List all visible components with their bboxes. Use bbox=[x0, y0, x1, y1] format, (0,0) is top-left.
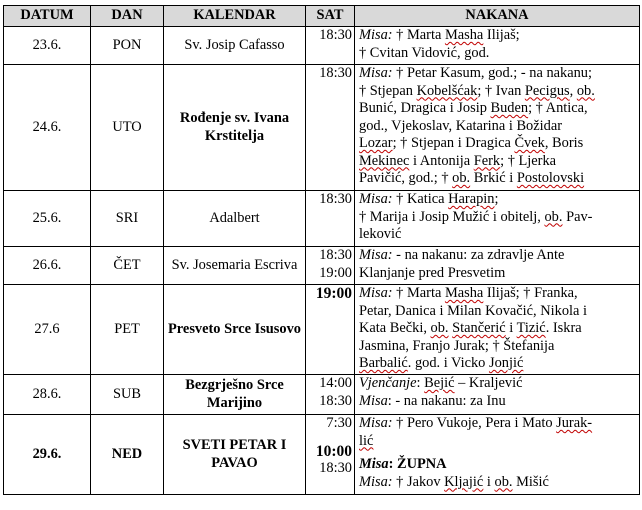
table-row bbox=[4, 285, 640, 375]
intention-segment: i bbox=[505, 320, 517, 336]
intention-segment: . Iskra bbox=[545, 320, 582, 336]
intention-segment: i Antonija bbox=[409, 152, 474, 169]
intention-segment: ob. bbox=[494, 473, 513, 490]
intention-segment: Misa: bbox=[359, 473, 393, 490]
intention-segment: Misa: bbox=[359, 27, 393, 43]
time-text: 10:00 bbox=[315, 442, 352, 460]
table-row bbox=[4, 27, 640, 65]
intention-segment: Jasmina, Franjo Jurak; † Štefanija bbox=[359, 337, 555, 354]
cell-intention bbox=[355, 65, 640, 191]
intention-segment: ob. bbox=[452, 170, 471, 186]
time-text: 14:00 bbox=[319, 375, 352, 391]
cell-date: 29.6. bbox=[4, 415, 91, 495]
cell-intention bbox=[355, 191, 640, 247]
time-text: 18:30 bbox=[319, 191, 352, 207]
cell-time bbox=[306, 285, 355, 375]
cell-intention bbox=[355, 285, 640, 375]
intention-segment: Stančerić bbox=[452, 320, 506, 336]
time-text: 18:30 bbox=[319, 27, 352, 43]
intention-segment: Misa: bbox=[359, 415, 393, 431]
intention-segment: leković bbox=[359, 226, 402, 242]
intention-segment: ; † Ljerka bbox=[500, 152, 557, 169]
intention-segment: Pavičić, god.; † bbox=[359, 170, 453, 186]
table-row bbox=[4, 415, 640, 495]
cell-date: 27.6 bbox=[4, 285, 91, 375]
intention-segment: Masha bbox=[444, 27, 484, 43]
intention-segment: Tizić bbox=[516, 320, 546, 336]
intention-segment: Ilijaš; † Franka, bbox=[483, 285, 578, 301]
intention-segment: † Katica bbox=[392, 191, 449, 207]
intention-segment: ; bbox=[494, 191, 499, 207]
table-row bbox=[4, 65, 640, 191]
time-text: 7:30 bbox=[326, 415, 352, 431]
intention-segment: Misa: bbox=[359, 65, 393, 81]
intention-segment: Masha bbox=[444, 285, 484, 301]
cell-time bbox=[306, 27, 355, 65]
cell-calendar bbox=[164, 27, 306, 65]
intention-segment: Ilijaš; bbox=[483, 27, 520, 43]
table-row bbox=[4, 247, 640, 285]
table-row bbox=[4, 375, 640, 415]
intention-segment: , bbox=[569, 82, 577, 99]
calendar-text: Adalbert bbox=[209, 209, 260, 226]
time-text: 18:30 bbox=[319, 460, 352, 476]
table-row bbox=[4, 191, 640, 247]
cell-day: UTO bbox=[91, 65, 164, 191]
calendar-text: Sv. Josip Cafasso bbox=[184, 36, 285, 53]
intention-segment: Petar, Danica i Milan Kovačić, Nikola i bbox=[359, 302, 588, 319]
cell-calendar bbox=[164, 65, 306, 191]
intention-segment: ; † Ivan bbox=[477, 82, 525, 99]
time-text: 19:00 bbox=[315, 285, 352, 302]
intention-segment: Misa bbox=[359, 456, 389, 472]
intention-segment: Misa bbox=[359, 392, 388, 409]
cell-date: 26.6. bbox=[4, 247, 91, 285]
intention-segment: Postolovski bbox=[516, 170, 585, 186]
intention-segment: Bunić, Dragica i Josip bbox=[359, 100, 491, 116]
intention-segment: Kljajić bbox=[444, 473, 484, 490]
intention-segment: Vjenčanje bbox=[359, 375, 417, 391]
intention-segment: † Marija i Josip Mužić i obitelj, bbox=[359, 208, 545, 225]
intention-segment: † Stjepan bbox=[359, 82, 417, 99]
intention-segment: ob. bbox=[544, 208, 563, 225]
time-text: 18:30 bbox=[319, 247, 352, 263]
cell-date: 28.6. bbox=[4, 375, 91, 415]
calendar-text: Bezgrješno Srce Marijino bbox=[185, 377, 284, 411]
cell-day: PET bbox=[91, 285, 164, 375]
intention-segment: Barbalić bbox=[359, 355, 408, 371]
header-time: SAT bbox=[306, 6, 355, 27]
header-intention: NAKANA bbox=[355, 6, 640, 27]
cell-date: 23.6. bbox=[4, 27, 91, 65]
intention-segment: ob. bbox=[430, 320, 449, 336]
header-date: DATUM bbox=[4, 6, 91, 27]
time-text: 19:00 bbox=[319, 264, 352, 281]
intention-segment: lić bbox=[359, 432, 374, 449]
intention-segment: . god. i Vicko bbox=[407, 355, 489, 371]
intention-segment: ; † Stjepan i Dragica bbox=[392, 135, 515, 151]
intention-segment: Kobelšćak bbox=[416, 82, 478, 99]
header-calendar: KALENDAR bbox=[164, 6, 306, 27]
cell-day: PON bbox=[91, 27, 164, 65]
intention-segment: : - na nakanu: za Inu bbox=[387, 392, 506, 409]
schedule-table bbox=[3, 5, 640, 495]
header-row bbox=[4, 6, 640, 27]
intention-segment: Jonjić bbox=[488, 355, 524, 371]
cell-day: SRI bbox=[91, 191, 164, 247]
intention-segment: ob. bbox=[576, 82, 595, 99]
intention-segment: Mekinec bbox=[359, 152, 410, 169]
time-text: 18:30 bbox=[319, 65, 352, 81]
cell-day: NED bbox=[91, 415, 164, 495]
intention-segment: Misa: bbox=[359, 285, 393, 301]
cell-calendar bbox=[164, 415, 306, 495]
time-text: 18:30 bbox=[319, 392, 352, 409]
cell-time bbox=[306, 191, 355, 247]
calendar-text: Presveto Srce Isusovo bbox=[168, 320, 301, 337]
intention-segment: Pecigus bbox=[524, 82, 570, 99]
cell-calendar bbox=[164, 247, 306, 285]
intention-segment: † Pero Vukoje, Pera i Mato bbox=[392, 415, 557, 431]
intention-segment: Jurak- bbox=[556, 415, 593, 431]
intention-segment: † Cvitan Vidović, god. bbox=[359, 44, 490, 61]
cell-intention bbox=[355, 415, 640, 495]
cell-day: SUB bbox=[91, 375, 164, 415]
intention-segment: Bejić bbox=[424, 375, 455, 391]
calendar-text: Sv. Josemaria Escriva bbox=[171, 256, 298, 273]
cell-intention bbox=[355, 27, 640, 65]
intention-segment: god., Vjekoslav, Katarina i Božidar bbox=[359, 117, 563, 134]
intention-segment: Kata Bečki, bbox=[359, 320, 431, 336]
intention-segment: † Petar Kasum, god.; - na nakanu; bbox=[392, 65, 593, 81]
header-day: DAN bbox=[91, 6, 164, 27]
intention-segment: ; † Antica, bbox=[528, 100, 588, 116]
intention-segment: – Kraljević bbox=[454, 375, 523, 391]
intention-segment: † Jakov bbox=[392, 473, 445, 490]
intention-segment: : bbox=[416, 375, 425, 391]
cell-time bbox=[306, 415, 355, 495]
intention-segment: Harapin bbox=[448, 191, 495, 207]
intention-segment: : ŽUPNA bbox=[388, 456, 447, 472]
calendar-text: Rođenje sv. Ivana Krstitelja bbox=[179, 110, 290, 144]
intention-segment: i bbox=[483, 473, 495, 490]
intention-segment: Brkić i bbox=[470, 170, 517, 186]
intention-segment: - na nakanu: za zdravlje Ante bbox=[392, 247, 565, 263]
intention-segment: , Boris bbox=[544, 135, 584, 151]
intention-segment: Pav- bbox=[562, 208, 593, 225]
calendar-text: SVETI PETAR I PAVAO bbox=[182, 437, 287, 471]
cell-date: 24.6. bbox=[4, 65, 91, 191]
cell-time bbox=[306, 375, 355, 415]
intention-segment: Mišić bbox=[512, 473, 549, 490]
intention-segment: † Marta bbox=[392, 27, 445, 43]
intention-segment: † Marta bbox=[392, 285, 445, 301]
intention-segment: Čvek bbox=[514, 135, 545, 151]
cell-intention bbox=[355, 247, 640, 285]
cell-day: ČET bbox=[91, 247, 164, 285]
cell-calendar bbox=[164, 191, 306, 247]
intention-segment: Ferk bbox=[473, 152, 501, 169]
cell-calendar bbox=[164, 375, 306, 415]
cell-date: 25.6. bbox=[4, 191, 91, 247]
cell-intention bbox=[355, 375, 640, 415]
intention-segment: Klanjanje pred Presvetim bbox=[359, 264, 506, 281]
intention-segment: Buden bbox=[490, 100, 529, 116]
cell-time bbox=[306, 247, 355, 285]
cell-time bbox=[306, 65, 355, 191]
intention-segment: Misa: bbox=[359, 247, 393, 263]
intention-segment: Misa: bbox=[359, 191, 393, 207]
cell-calendar bbox=[164, 285, 306, 375]
intention-segment: Lozar bbox=[359, 135, 393, 151]
